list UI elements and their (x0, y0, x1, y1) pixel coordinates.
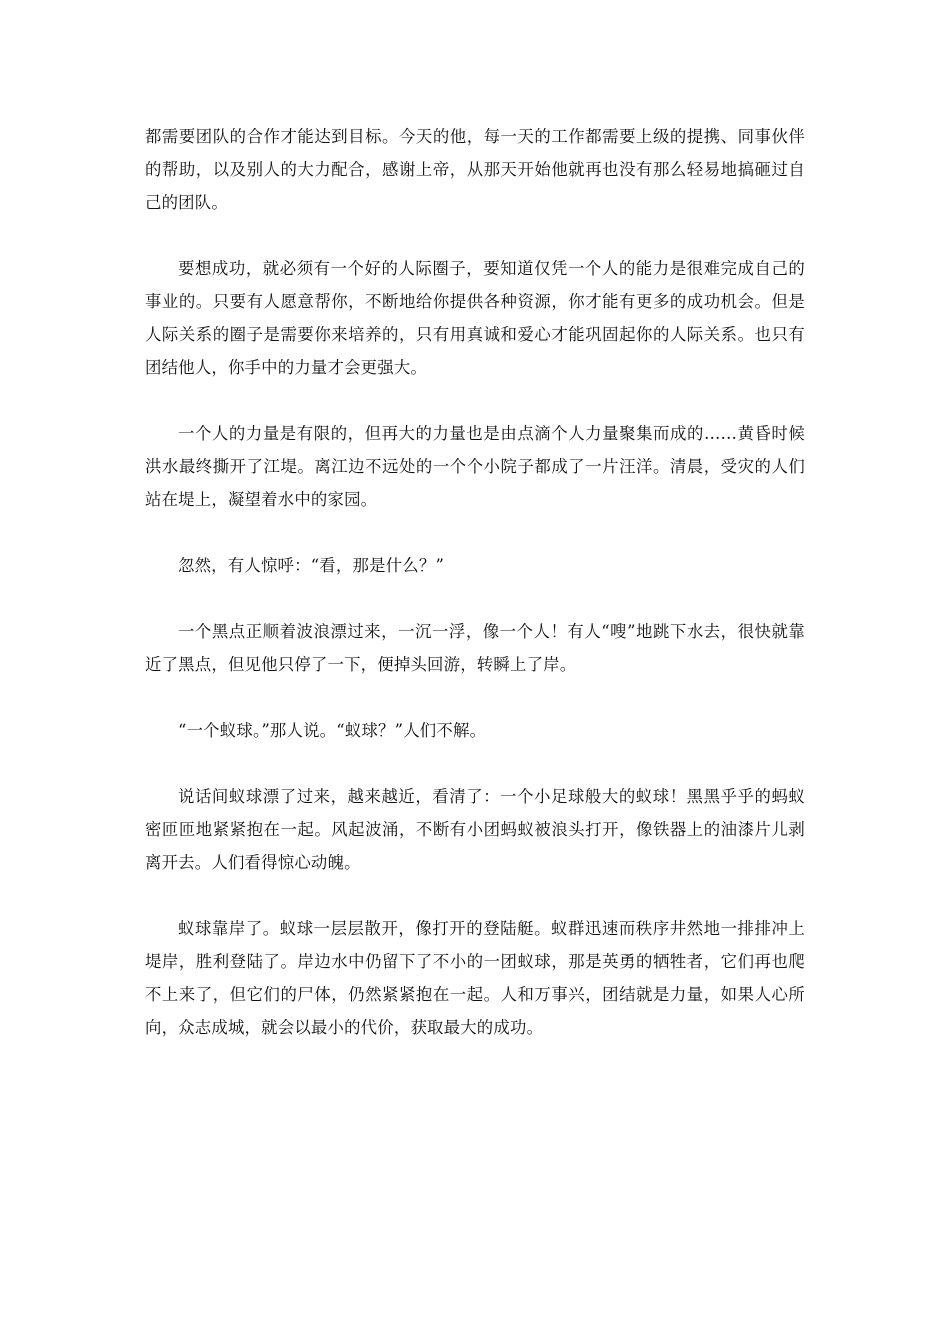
paragraph-2: 要想成功，就必须有一个好的人际圈子，要知道仅凭一个人的能力是很难完成自己的事业的。只要有人愿意帮你，不断地给你提供各种资源，你才能有更多的成功机会。但是人际关系的圈子是需要你来培养的，只有用真诚和爱心才能巩固起你的人际关系。也只有团结他人，你手中的力量才会更强大。 (145, 259, 805, 377)
paragraph-3: 一个人的力量是有限的，但再大的力量也是由点滴个人力量聚集而成的……黄昏时候洪水最终撕开了江堤。离江边不远处的一个个小院子都成了一片汪洋。清晨，受灾的人们站在堤上，凝望着水中的家园。 (145, 424, 805, 509)
paragraph-spacer (145, 879, 805, 912)
paragraph-spacer (145, 219, 805, 252)
paragraph-4: 忽然，有人惊呼：“看，那是什么？” (178, 556, 445, 575)
paragraph-spacer (145, 681, 805, 714)
paragraph-spacer (145, 516, 805, 549)
paragraph-spacer (145, 384, 805, 417)
paragraph-5: 一个黑点正顺着波浪漂过来，一沉一浮，像一个人！有人“嗖”地跳下水去，很快就靠近了黑点，但见他只停了一下，便掉头回游，转瞬上了岸。 (145, 622, 805, 674)
paragraph-7: 说话间蚁球漂了过来，越来越近，看清了：一个小足球般大的蚁球！黑黑乎乎的蚂蚁密匝匝地紧紧抱在一起。风起波涌，不断有小团蚂蚁被浪头打开，像铁器上的油漆片儿剥离开去。人们看得惊心动魄。 (145, 787, 805, 872)
paragraph-6: “一个蚁球。”那人说。“蚁球？”人们不解。 (178, 721, 487, 740)
paragraph-spacer (145, 582, 805, 615)
paragraph-1: 都需要团队的合作才能达到目标。今天的他，每一天的工作都需要上级的提携、同事伙伴的帮助，以及别人的大力配合，感谢上帝，从那天开始他就再也没有那么轻易地搞砸过自己的团队。 (145, 127, 805, 212)
document-body (145, 120, 805, 1044)
paragraph-8: 蚁球靠岸了。蚁球一层层散开，像打开的登陆艇。蚁群迅速而秩序井然地一排排冲上堤岸，胜利登陆了。岸边水中仍留下了不小的一团蚁球，那是英勇的牺牲者，它们再也爬不上来了，但它们的尸体，仍然紧紧抱在一起。人和万事兴，团结就是力量，如果人心所向，众志成城，就会以最小的代价，获取最大的成功。 (145, 919, 805, 1037)
paragraph-spacer (145, 747, 805, 780)
